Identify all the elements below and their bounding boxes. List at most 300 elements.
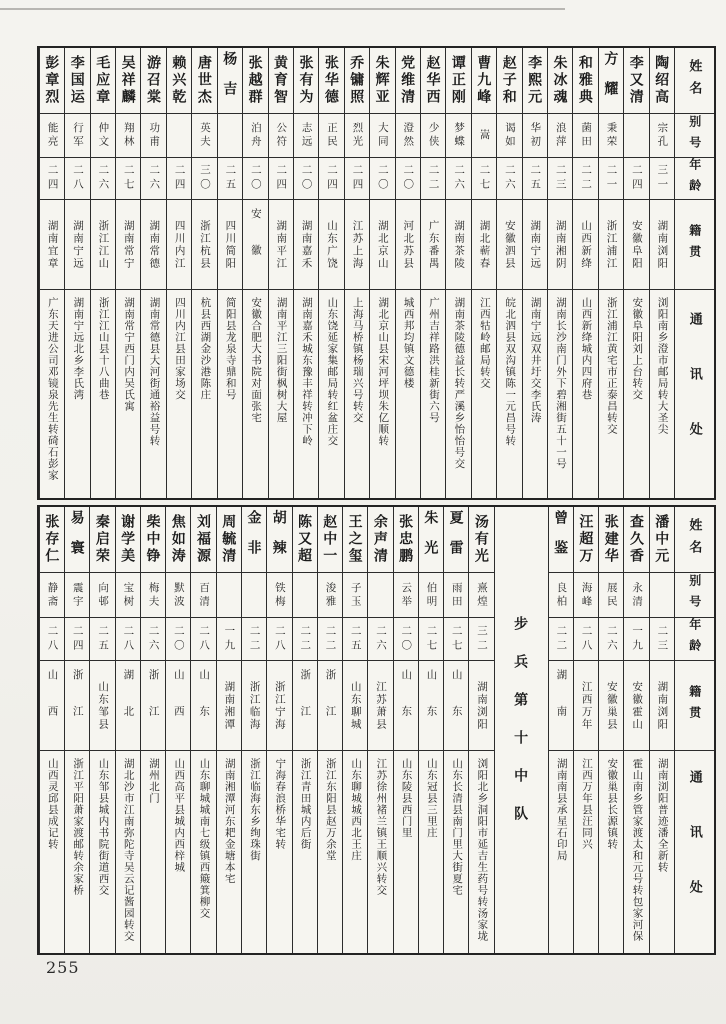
native-cell-text: 浙江 xyxy=(299,669,312,742)
name-cell-text: 潘中元 xyxy=(654,514,671,565)
age-cell xyxy=(497,158,521,200)
native-cell-text: 浙江宁海 xyxy=(273,680,286,731)
name-cell-text: 李国运 xyxy=(69,55,86,106)
name-cell-text: 游召棠 xyxy=(146,55,163,106)
address-cell xyxy=(217,751,241,953)
address-cell-text: 湖南常德县大河街通裕益号转 xyxy=(148,297,161,447)
alias-cell xyxy=(472,114,496,158)
alias-cell-text: 静斋 xyxy=(46,581,59,609)
age-cell-text: 二三 xyxy=(656,624,669,654)
alias-cell xyxy=(90,573,114,618)
header-alias xyxy=(675,114,714,158)
alias-cell-text: 正民 xyxy=(326,122,339,149)
alias-cell xyxy=(421,114,445,158)
native-cell xyxy=(269,200,293,290)
native-cell xyxy=(294,200,318,290)
age-cell xyxy=(116,158,140,200)
native-cell-text: 安徽巢县 xyxy=(605,680,618,731)
address-cell-text: 浙江东阳县赵万余堂 xyxy=(324,758,337,862)
name-cell-text: 谢学美 xyxy=(120,514,137,565)
person-column xyxy=(369,48,394,498)
native-cell-text: 山东邹县 xyxy=(97,680,110,731)
age-cell-text: 二二 xyxy=(324,624,337,654)
native-cell xyxy=(217,661,241,751)
age-cell-text: 二八 xyxy=(46,624,59,654)
native-cell xyxy=(469,661,493,751)
name-cell-text: 夏雷 xyxy=(448,509,465,570)
age-cell-text: 二〇 xyxy=(400,624,413,654)
person-column xyxy=(649,48,674,498)
native-cell xyxy=(444,661,468,751)
native-cell-text: 浙江浦江 xyxy=(605,219,618,270)
alias-cell-text: 震宇 xyxy=(71,581,84,609)
address-cell xyxy=(90,751,114,953)
header-age-label: 年龄 xyxy=(687,618,702,660)
alias-cell-text: 华初 xyxy=(529,122,542,149)
alias-cell xyxy=(343,573,367,618)
alias-cell xyxy=(65,573,89,618)
age-cell-text: 二四 xyxy=(326,164,339,193)
name-cell xyxy=(421,48,445,114)
age-cell xyxy=(218,158,242,200)
name-cell-text: 查久香 xyxy=(628,514,645,565)
native-cell xyxy=(192,200,216,290)
age-cell-text: 二五 xyxy=(97,624,110,654)
native-cell-text: 山东广饶 xyxy=(326,219,339,270)
name-cell-text: 彭章烈 xyxy=(44,55,61,106)
header-alias-label: 别号 xyxy=(687,574,702,616)
name-cell xyxy=(573,48,597,114)
name-cell xyxy=(472,48,496,114)
name-cell-text: 党维清 xyxy=(400,55,417,106)
native-cell-text: 浙江江山 xyxy=(97,219,110,270)
native-cell-text: 安徽霍山 xyxy=(631,680,644,731)
address-cell-text: 宁海春浪桥华宅转 xyxy=(274,758,287,850)
native-cell-text: 湖南常德 xyxy=(148,219,161,270)
person-column xyxy=(548,507,573,953)
header-alias-label: 别号 xyxy=(687,114,702,157)
native-cell xyxy=(40,661,64,751)
address-cell xyxy=(243,290,267,498)
native-cell xyxy=(242,661,266,751)
age-cell xyxy=(65,618,89,661)
native-cell xyxy=(267,661,291,751)
age-cell xyxy=(574,618,598,661)
native-cell-text: 山东聊城 xyxy=(349,680,362,731)
address-cell-text: 山东饶延家集邮局转红盆庄交 xyxy=(326,297,339,447)
age-cell xyxy=(319,158,343,200)
native-cell xyxy=(574,661,598,751)
address-cell-text: 湖南常宁西门内吴氏寓 xyxy=(123,297,136,412)
alias-cell xyxy=(497,114,521,158)
age-cell-text: 二七 xyxy=(122,164,135,193)
person-column xyxy=(471,48,496,498)
native-cell-text: 四川内江 xyxy=(173,219,186,270)
name-cell-text: 方耀 xyxy=(603,50,620,111)
address-cell-text: 浏阳北乡洞阳市延吉生药号转汤家垅 xyxy=(476,758,489,942)
age-cell xyxy=(573,158,597,200)
alias-cell-text: 伯明 xyxy=(425,581,438,609)
name-cell xyxy=(318,507,342,573)
person-column xyxy=(90,48,115,498)
address-cell-text: 浙江青田城内后街 xyxy=(299,758,312,850)
person-column xyxy=(572,48,597,498)
alias-cell-text: 行军 xyxy=(71,122,84,149)
name-cell xyxy=(40,48,64,114)
age-cell xyxy=(548,158,572,200)
name-cell-text: 秦启荣 xyxy=(94,514,111,565)
native-cell xyxy=(65,661,89,751)
age-cell xyxy=(294,158,318,200)
address-cell xyxy=(293,751,317,953)
age-cell-text: 二二 xyxy=(580,164,593,193)
alias-cell xyxy=(267,573,291,618)
person-column xyxy=(165,507,190,953)
alias-cell xyxy=(40,114,64,158)
name-cell xyxy=(116,507,140,573)
header-address xyxy=(675,751,714,953)
native-cell xyxy=(599,200,623,290)
alias-cell xyxy=(523,114,547,158)
native-cell xyxy=(599,661,623,751)
name-cell xyxy=(370,48,394,114)
age-cell xyxy=(343,618,367,661)
name-cell-text: 汪超万 xyxy=(578,514,595,565)
address-cell-text: 山东邹县城内书院街道西交 xyxy=(97,758,110,896)
name-cell-text: 谭正刚 xyxy=(450,55,467,106)
name-cell-text: 赵中一 xyxy=(322,514,339,565)
native-cell-text: 浙江杭县 xyxy=(199,219,211,270)
name-cell xyxy=(141,507,165,573)
person-column xyxy=(39,48,64,498)
name-cell-text: 张建华 xyxy=(603,514,620,565)
name-cell xyxy=(91,48,115,114)
age-cell-text: 二〇 xyxy=(300,164,313,193)
name-cell-text: 毛应章 xyxy=(95,55,112,106)
alias-cell-text: 良柏 xyxy=(555,581,568,609)
person-column xyxy=(318,48,343,498)
address-cell xyxy=(91,290,115,498)
name-cell-text: 陈又超 xyxy=(297,514,314,565)
address-cell-text: 湖南南县承星石印局 xyxy=(555,758,568,862)
age-cell-text: 二六 xyxy=(453,164,466,193)
name-cell-text: 曹九峰 xyxy=(476,55,493,106)
person-column xyxy=(395,48,420,498)
address-cell xyxy=(444,751,468,953)
age-cell-text: 三〇 xyxy=(199,164,211,193)
address-cell xyxy=(269,290,293,498)
native-cell xyxy=(573,200,597,290)
address-cell xyxy=(267,751,291,953)
age-cell xyxy=(90,618,114,661)
native-cell-text: 山东 xyxy=(400,669,413,742)
age-cell-text: 二〇 xyxy=(402,164,415,193)
header-name-label: 姓名 xyxy=(687,517,703,562)
age-cell-text: 二四 xyxy=(173,164,186,193)
address-cell-text: 山东陵县西门里 xyxy=(400,758,413,839)
native-cell xyxy=(90,661,114,751)
native-cell xyxy=(624,661,648,751)
name-cell xyxy=(548,48,572,114)
address-cell xyxy=(65,290,89,498)
native-cell xyxy=(394,661,418,751)
age-cell xyxy=(624,158,648,200)
alias-cell-text: 永清 xyxy=(631,581,644,609)
alias-cell-text: 百清 xyxy=(198,581,211,609)
age-cell xyxy=(141,618,165,661)
age-cell-text: 二八 xyxy=(122,624,135,654)
address-cell xyxy=(394,751,418,953)
alias-cell xyxy=(419,573,443,618)
age-cell xyxy=(523,158,547,200)
address-cell-text: 安徽巢县长源镇转 xyxy=(606,758,619,850)
alias-cell-text: 志远 xyxy=(300,122,313,149)
alias-cell xyxy=(218,114,242,158)
header-alias xyxy=(675,573,714,618)
alias-cell xyxy=(624,573,648,618)
person-column xyxy=(496,48,521,498)
name-cell xyxy=(65,48,89,114)
address-cell xyxy=(40,290,64,498)
age-cell-text: 二四 xyxy=(71,624,84,654)
address-cell xyxy=(141,290,165,498)
native-cell-text: 山东 xyxy=(425,669,438,742)
native-cell-text: 湖北 xyxy=(122,669,135,742)
alias-cell xyxy=(469,573,493,618)
native-cell-text: 广东番禺 xyxy=(427,219,440,270)
alias-cell xyxy=(167,114,191,158)
address-cell-text: 江西牯岭邮局转交 xyxy=(478,297,491,389)
alias-cell xyxy=(293,573,317,618)
age-cell-text: 一九 xyxy=(223,624,236,654)
age-cell-text: 二四 xyxy=(351,164,364,193)
name-cell-text: 黄育智 xyxy=(273,55,290,106)
age-cell xyxy=(267,618,291,661)
name-cell xyxy=(40,507,64,573)
alias-cell-text: 菌田 xyxy=(580,122,593,149)
native-cell xyxy=(497,200,521,290)
address-cell xyxy=(573,290,597,498)
name-cell-text: 张越群 xyxy=(247,55,264,106)
native-cell xyxy=(650,200,674,290)
address-cell xyxy=(419,751,443,953)
unit-label: 步兵第十中队 xyxy=(513,616,530,844)
header-native xyxy=(675,200,714,290)
address-cell-text: 四川内江县田家场交 xyxy=(173,297,186,401)
header-name xyxy=(675,507,714,573)
alias-cell xyxy=(116,114,140,158)
alias-cell xyxy=(368,573,392,618)
age-cell xyxy=(421,158,445,200)
alias-cell-text: 烈光 xyxy=(351,122,364,149)
native-cell-text: 安徽阜阳 xyxy=(630,219,643,270)
native-cell xyxy=(650,661,674,751)
native-cell xyxy=(343,661,367,751)
age-cell-text: 二〇 xyxy=(376,164,389,193)
native-cell-text: 湖南湘潭 xyxy=(223,680,236,731)
alias-cell-text: 嵩 xyxy=(478,128,491,143)
alias-cell xyxy=(650,114,674,158)
age-cell xyxy=(446,158,470,200)
age-cell xyxy=(549,618,573,661)
name-cell xyxy=(90,507,114,573)
header-column xyxy=(674,507,714,953)
address-cell-text: 安徽合肥大书院对面张宅 xyxy=(250,297,263,424)
native-cell-text: 湖南宁远 xyxy=(529,219,542,270)
name-cell xyxy=(624,507,648,573)
person-column xyxy=(342,507,367,953)
alias-cell-text: 宗孔 xyxy=(656,122,669,149)
alias-cell-text: 谒如 xyxy=(503,122,516,149)
person-column xyxy=(418,507,443,953)
alias-cell xyxy=(345,114,369,158)
age-cell xyxy=(318,618,342,661)
alias-cell-text: 展民 xyxy=(605,581,618,609)
roster-table-bottom xyxy=(37,505,716,955)
alias-cell xyxy=(599,114,623,158)
name-cell xyxy=(218,48,242,114)
name-cell xyxy=(394,507,418,573)
name-cell xyxy=(294,48,318,114)
age-cell xyxy=(243,158,267,200)
native-cell-text: 浙江 xyxy=(324,669,337,742)
name-cell xyxy=(368,507,392,573)
alias-cell xyxy=(217,573,241,618)
age-cell-text: 二六 xyxy=(147,624,160,654)
native-cell xyxy=(40,200,64,290)
native-cell-text: 湖北京山 xyxy=(376,219,389,270)
address-cell xyxy=(523,290,547,498)
age-cell-text: 二四 xyxy=(275,164,288,193)
name-cell xyxy=(419,507,443,573)
age-cell xyxy=(650,158,674,200)
alias-cell xyxy=(446,114,470,158)
header-name xyxy=(675,48,714,114)
native-cell xyxy=(243,200,267,290)
age-cell xyxy=(650,618,674,661)
alias-cell xyxy=(370,114,394,158)
native-cell-text: 江西万年 xyxy=(580,680,593,731)
native-cell xyxy=(166,661,190,751)
native-cell-text: 浙江 xyxy=(147,669,160,742)
person-column xyxy=(266,507,291,953)
native-cell-text: 浙江 xyxy=(71,669,84,742)
alias-cell xyxy=(141,573,165,618)
name-cell xyxy=(650,48,674,114)
address-cell-text: 山西高平县城内西梓城 xyxy=(173,758,186,873)
alias-cell-text: 梅夫 xyxy=(147,581,160,609)
native-cell xyxy=(370,200,394,290)
name-cell xyxy=(116,48,140,114)
age-cell-text: 二二 xyxy=(299,624,312,654)
native-cell-text: 湖南宁远 xyxy=(71,219,84,270)
address-cell-text: 湖南宁远北乡李氏湾 xyxy=(72,297,85,401)
age-cell xyxy=(269,158,293,200)
native-cell-text: 湖南平江 xyxy=(275,219,288,270)
alias-cell xyxy=(650,573,674,618)
age-cell xyxy=(293,618,317,661)
native-cell-text: 江苏萧县 xyxy=(374,680,387,731)
age-cell-text: 二七 xyxy=(425,624,438,654)
name-cell xyxy=(599,48,623,114)
native-cell xyxy=(472,200,496,290)
name-cell xyxy=(444,507,468,573)
native-cell xyxy=(345,200,369,290)
native-cell-text: 山西 xyxy=(46,669,59,742)
native-cell xyxy=(419,661,443,751)
age-cell-text: 二六 xyxy=(97,164,110,193)
person-column xyxy=(292,507,317,953)
address-cell-text: 简阳县龙泉寺鼎和号 xyxy=(224,297,237,401)
alias-cell xyxy=(548,114,572,158)
age-cell xyxy=(167,158,191,200)
address-cell-text: 湖南湘潭河东耙金塘本宅 xyxy=(223,758,236,885)
address-cell xyxy=(318,751,342,953)
address-cell xyxy=(167,290,191,498)
alias-cell xyxy=(599,573,623,618)
address-cell xyxy=(472,290,496,498)
address-cell xyxy=(650,751,674,953)
native-cell xyxy=(65,200,89,290)
person-column xyxy=(547,48,572,498)
age-cell-text: 二八 xyxy=(580,624,593,654)
name-cell xyxy=(396,48,420,114)
address-cell xyxy=(548,290,572,498)
age-cell xyxy=(191,618,215,661)
alias-cell xyxy=(191,573,215,618)
alias-cell xyxy=(269,114,293,158)
address-cell-text: 湖南嘉禾城东豫丰祥转冲下岭 xyxy=(300,297,313,447)
alias-cell xyxy=(40,573,64,618)
address-cell-text: 湖南茶陵德益长转严溪乡怡怡号交 xyxy=(453,297,466,470)
alias-cell xyxy=(318,573,342,618)
person-column xyxy=(64,48,89,498)
address-cell-text: 江苏徐州褚兰镇王顺兴转交 xyxy=(375,758,388,896)
address-cell xyxy=(624,290,648,498)
alias-cell xyxy=(116,573,140,618)
name-cell-text: 杨吉 xyxy=(222,50,239,111)
name-cell xyxy=(267,507,291,573)
address-cell xyxy=(421,290,445,498)
name-cell xyxy=(269,48,293,114)
age-cell xyxy=(116,618,140,661)
person-column xyxy=(344,48,369,498)
native-cell xyxy=(218,200,242,290)
person-column xyxy=(443,507,468,953)
name-cell-text: 赖兴乾 xyxy=(171,55,188,106)
age-cell xyxy=(40,158,64,200)
name-cell xyxy=(523,48,547,114)
age-cell-text: 二二 xyxy=(555,624,568,654)
age-cell-text: 二二 xyxy=(248,624,261,654)
address-cell-text: 山东聊城城西北王庄 xyxy=(350,758,363,862)
native-cell xyxy=(523,200,547,290)
alias-cell xyxy=(394,573,418,618)
alias-cell xyxy=(573,114,597,158)
native-cell-text: 湖南嘉禾 xyxy=(300,219,313,270)
header-age-label: 年龄 xyxy=(687,158,702,200)
person-column xyxy=(468,507,493,953)
age-cell-text: 三一 xyxy=(656,164,669,193)
age-cell-text: 二〇 xyxy=(172,624,185,654)
native-cell-text: 安徽 xyxy=(249,208,262,281)
alias-cell xyxy=(294,114,318,158)
native-cell-text: 山西 xyxy=(172,669,185,742)
age-cell-text: 二四 xyxy=(630,164,643,193)
person-column xyxy=(598,48,623,498)
age-cell xyxy=(345,158,369,200)
person-column xyxy=(367,507,392,953)
